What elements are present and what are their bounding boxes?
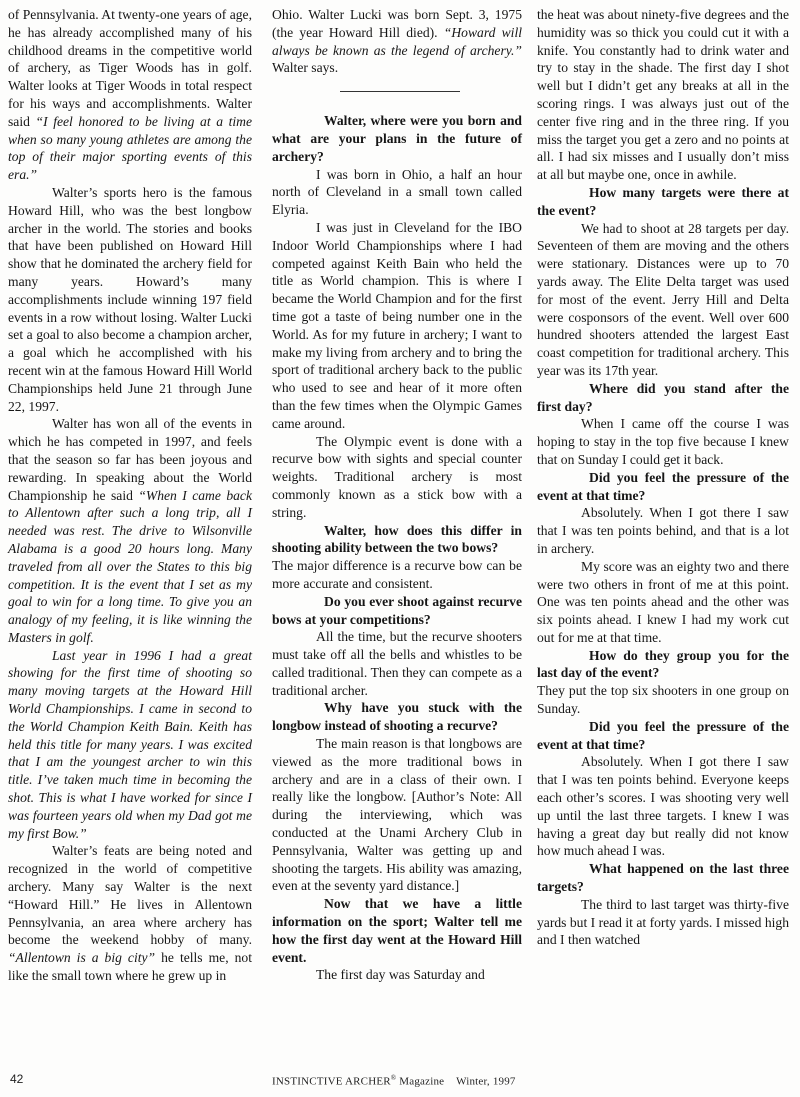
quote-paragraph: Last year in 1996 I had a great showing for the first time of shooting so many moving targets at the Howard Hill World Championships. I came in second to the World Champion Keith Bain. Keith has held this title for many years. I was excited that I am the youngest archer to win this title. I’ve taken much time in becoming the shot. This is what I have worked for since I was fourteen years old when my Dad got me my first Bow.” [8, 647, 252, 841]
interview-question: Where did you stand after the first day? [537, 380, 789, 414]
interview-question: Now that we have a little information on the sport; Walter tell me how the first day went at the Howard Hill event. [272, 896, 522, 965]
paragraph: Walter has won all of the events in which he has competed in 1997, and feels that the season so far has been joyous and rewarding. In speaking about the World Championship he said “When I came back to Allentown after such a long trip, all I needed was rest. The drive to Wilsonville Alabama is a good 20 hours long. Many traveled from all over the States to this big competition. It is the event that I set as my goal to win for a long time. To give you an analogy of my feeling, it is like winning the Masters in golf. [8, 416, 252, 645]
interview-answer: I was born in Ohio, a half an hour north of Cleveland in a small town called Elyria. [272, 166, 522, 218]
interview-answer: When I came off the course I was hoping to stay in the top five because I knew that on Sunday I could get it back. [537, 416, 789, 467]
interview-answer: The third to last target was thirty-five yards but I read it at forty yards. I missed high and I then watched [537, 896, 789, 948]
interview-answer: Absolutely. When I got there I saw that I was ten points behind. Everyone keeps each other’s scores. I was shooting very well up until the last three targets. I knew I was having a great day but really did not know how much ahead I was. [537, 754, 789, 859]
interview-answer: The major difference is a recurve bow can be more accurate and consistent. [272, 558, 522, 591]
column-right [537, 6, 789, 949]
paragraph: of Pennsylvania. At twenty-one years of age, he has already accomplished many of his childhood dreams in the competitive world of archery, as Tiger Woods has in golf. Walter looks at Tiger Woods in total respect for his ways and accomplishments. Walter said “I feel honored to be living at a time when so many young athletes are among the top of their major sporting events of this era.” [8, 7, 253, 183]
interview-question: Do you ever shoot against recurve bows at your competitions? [272, 593, 522, 627]
interview-answer: They put the top six shooters in one group on Sunday. [537, 683, 789, 717]
interview-answer: All the time, but the recurve shooters must take off all the bells and whistles to be called traditional. Then they can compete as a traditional archer. [272, 629, 522, 698]
interview-question: Did you feel the pressure of the event at that time? [537, 469, 789, 503]
interview-answer: My score was an eighty two and there were two others in front of me at this point. One was ten points ahead and the other was six points ahead. I knew I had my work cut out for me at that time. [537, 558, 789, 645]
interview-answer: the heat was about ninety-five degrees and the humidity was so thick you could cut it with a knife. You constantly had to drink water and try to stay in the shade. The first day I shot well but I didn’t get any breaks at all in the scoring rings. I was always just out of the center five ring and in the three ring. If you miss the target you get a zero and no points at all. I had six misses and I usually don’t miss at all but maybe one, once in awhile. [537, 7, 789, 183]
column-middle [272, 6, 522, 984]
interview-question: Walter, how does this differ in shooting ability between the two bows? [272, 522, 522, 556]
interview-answer: I was just in Cleveland for the IBO Indoor World Championships where I had competed against Keith Bain who held the title as World champion. This is where I became the World Champion and for the first time got a taste of being number one in the World. As for my future in archery; I want to make my living from archery and to bring the sport of traditional archery back to the public who used to see and hear of it more often than the few times when the Olympic Games came around. [272, 219, 522, 431]
magazine-credit: INSTINCTIVE ARCHER® Magazine Winter, 1997 [272, 1074, 516, 1088]
paragraph: Walter’s sports hero is the famous Howard Hill, who was the best longbow archer in the world. The stories and books that have been published on Howard Hill show that he dominated the archery field for many years. Howard’s many accomplishments include winning 197 field events in a row without losing. Walter Lucki set a goal to also become a champion archer, a goal which he accomplished with his recent win at the famous Howard Hill World Championships held June 21 through June 22, 1997. [8, 184, 252, 414]
interview-question: What happened on the last three targets? [537, 861, 789, 895]
interview-question: How do they group you for the last day of the event? [537, 647, 789, 681]
interview-answer: The main reason is that longbows are viewed as the more traditional bows in archery and are in a class of their own. I really like the longbow. [Author’s Note: All during the interviewing, which was conducted at the Unami Archery Club in Pennsylvania, Walter was getting up and shooting the targets. His ability was amazing, even at the seventy yard distance.] [272, 736, 522, 894]
column-left [8, 6, 252, 985]
section-divider [340, 91, 460, 92]
paragraph: Ohio. Walter Lucki was born Sept. 3, 1975 (the year Howard Hill died). “Howard will always be known as the legend of archery.” Walter says. [272, 7, 522, 76]
issue-date: Winter, 1997 [456, 1075, 516, 1088]
page-number: 42 [10, 1072, 24, 1086]
interview-answer: Absolutely. When I got there I saw that I was ten points behind, and that is a lot in archery. [537, 505, 789, 556]
paragraph: Walter’s feats are being noted and recognized in the world of competitive archery. Many say Walter is the next “Howard Hill.” He lives in Allentown Pennsylvania, an area where archery has become the weekend hobby of many. “Allentown is a big city” he tells me, not like the small town where he grew up in [8, 843, 252, 984]
interview-answer: The Olympic event is done with a recurve bow with sights and special counter weights. Traditional archery is most commonly known as a stick bow with a string. [272, 433, 522, 520]
interview-question: Did you feel the pressure of the event at that time? [537, 718, 789, 752]
interview-answer: The first day was Saturday and [316, 967, 485, 983]
interview-question: Walter, where were you born and what are your plans in the future of archery? [272, 113, 522, 164]
interview-answer: We had to shoot at 28 targets per day. Seventeen of them are moving and the others were stationary. Distances were up to 70 yards away. The Elite Delta target was used for most of the event. Jerry Hill and Delta were cosponsors of the event. Well over 600 hundred shooters attended the largest East coast competition for traditional archery. This year was its 17th year. [537, 220, 789, 378]
page-footer [0, 1072, 800, 1092]
interview-question: Why have you stuck with the longbow instead of shooting a recurve? [272, 700, 522, 734]
interview-question: How many targets were there at the event? [537, 184, 789, 218]
